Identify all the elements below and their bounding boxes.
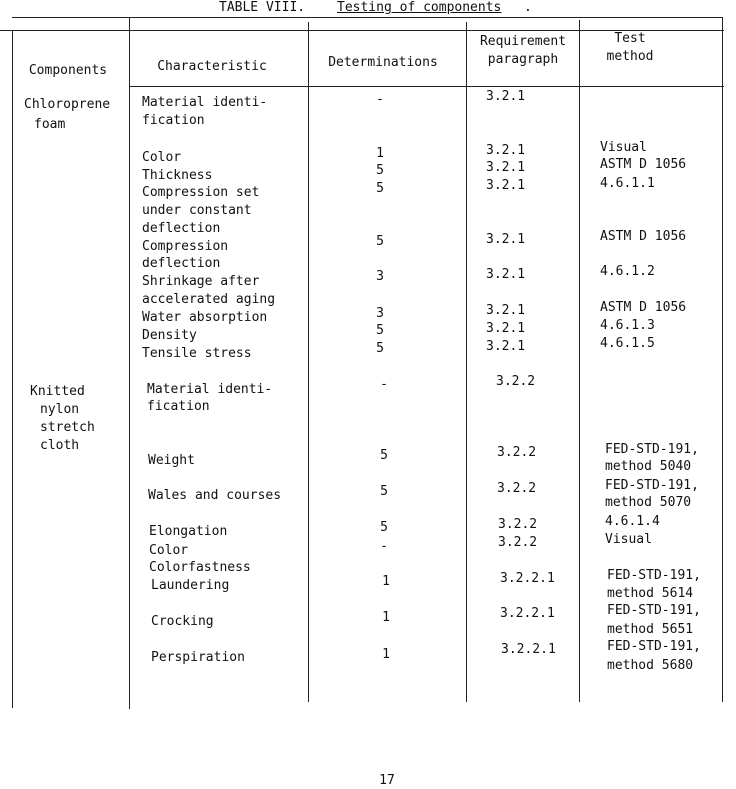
determinations-cell: 5 <box>376 234 384 249</box>
test-method-cell: FED-STD-191, <box>605 478 699 493</box>
requirement-cell: 3.2.1 <box>486 232 526 247</box>
col-divider-2 <box>129 17 130 709</box>
component-name: nylon <box>40 402 80 417</box>
characteristic-cell: Shrinkage after <box>142 274 260 289</box>
determinations-cell: 1 <box>382 647 390 662</box>
test-method-cell: ASTM D 1056 <box>600 157 687 172</box>
test-method-cell: FED-STD-191, <box>607 603 701 618</box>
characteristic-cell: Thickness <box>142 168 213 183</box>
component-name: stretch <box>40 420 95 435</box>
header-underline <box>130 86 724 87</box>
characteristic-cell: Elongation <box>149 524 228 539</box>
characteristic-cell: Laundering <box>151 578 230 593</box>
header-determinations: Determinations <box>328 55 438 70</box>
requirement-cell: 3.2.2.1 <box>500 606 555 621</box>
header-test-line2: method <box>606 49 654 64</box>
determinations-cell: - <box>376 92 384 107</box>
header-characteristic: Characteristic <box>157 59 267 74</box>
requirement-cell: 3.2.1 <box>486 178 526 193</box>
determinations-cell: - <box>380 539 388 554</box>
determinations-cell: 5 <box>380 448 388 463</box>
header-components: Components <box>28 63 108 78</box>
col-divider-4 <box>466 22 467 702</box>
component-name: foam <box>34 117 66 132</box>
requirement-cell: 3.2.2.1 <box>500 571 555 586</box>
requirement-cell: 3.2.1 <box>486 303 526 318</box>
table-caption: Testing of components <box>337 0 502 15</box>
requirement-cell: 3.2.2 <box>496 374 536 389</box>
determinations-cell: 1 <box>382 574 390 589</box>
requirement-cell: 3.2.1 <box>486 321 526 336</box>
requirement-cell: 3.2.1 <box>486 143 526 158</box>
test-method-cell: Visual <box>600 140 647 155</box>
test-method-cell: 4.6.1.5 <box>600 336 655 351</box>
test-method-cell: FED-STD-191, <box>607 568 701 583</box>
requirement-cell: 3.2.2 <box>498 535 538 550</box>
determinations-cell: - <box>380 377 388 392</box>
characteristic-cell: Compression <box>142 239 229 254</box>
determinations-cell: 1 <box>382 610 390 625</box>
determinations-cell: 1 <box>376 146 384 161</box>
characteristic-cell: Material identi- <box>147 382 273 397</box>
test-method-cell: method 5680 <box>607 658 694 673</box>
determinations-cell: 3 <box>376 306 384 321</box>
characteristic-cell: Material identi- <box>142 95 268 110</box>
characteristic-cell: Crocking <box>151 614 214 629</box>
test-method-cell: 4.6.1.1 <box>600 176 655 191</box>
requirement-cell: 3.2.1 <box>486 160 526 175</box>
header-test-line1: Test <box>614 31 646 46</box>
determinations-cell: 3 <box>376 269 384 284</box>
requirement-cell: 3.2.1 <box>486 89 526 104</box>
characteristic-cell: Color <box>142 150 182 165</box>
characteristic-cell: fication <box>142 113 205 128</box>
characteristic-cell: deflection <box>142 256 221 271</box>
characteristic-cell: under constant <box>142 203 252 218</box>
characteristic-cell: Wales and courses <box>148 488 282 503</box>
test-method-cell: 4.6.1.4 <box>605 514 660 529</box>
col-divider-6 <box>722 17 723 702</box>
determinations-cell: 5 <box>376 181 384 196</box>
col-divider-3 <box>308 22 309 702</box>
test-method-cell: ASTM D 1056 <box>600 300 687 315</box>
test-method-cell: method 5070 <box>605 495 692 510</box>
col-divider-5 <box>579 20 580 702</box>
determinations-cell: 5 <box>380 520 388 535</box>
characteristic-cell: Color <box>149 543 189 558</box>
characteristic-cell: deflection <box>142 221 221 236</box>
test-method-cell: ASTM D 1056 <box>600 229 687 244</box>
test-method-cell: method 5040 <box>605 459 692 474</box>
characteristic-cell: Weight <box>148 453 195 468</box>
test-method-cell: 4.6.1.3 <box>600 318 655 333</box>
col-divider-1 <box>12 30 13 708</box>
characteristic-cell: Colorfastness <box>149 560 251 575</box>
characteristic-cell: Density <box>142 328 197 343</box>
test-method-cell: 4.6.1.2 <box>600 264 655 279</box>
test-method-cell: method 5614 <box>607 586 694 601</box>
header-requirement-line1: Requirement <box>479 34 567 49</box>
characteristic-cell: Tensile stress <box>142 346 252 361</box>
header-requirement-line2: paragraph <box>487 52 559 67</box>
requirement-cell: 3.2.2 <box>498 517 538 532</box>
determinations-cell: 5 <box>380 484 388 499</box>
test-method-cell: FED-STD-191, <box>605 442 699 457</box>
table-caption-period: . <box>524 0 532 15</box>
test-method-cell: method 5651 <box>607 622 694 637</box>
determinations-cell: 5 <box>376 341 384 356</box>
determinations-cell: 5 <box>376 163 384 178</box>
component-name: cloth <box>40 438 80 453</box>
requirement-cell: 3.2.1 <box>486 267 526 282</box>
test-method-cell: FED-STD-191, <box>607 639 701 654</box>
test-method-cell: Visual <box>605 532 652 547</box>
page-number: 17 <box>379 773 395 788</box>
characteristic-cell: accelerated aging <box>142 292 276 307</box>
characteristic-cell: fication <box>147 399 210 414</box>
determinations-cell: 5 <box>376 323 384 338</box>
table-top-rule <box>12 17 722 18</box>
table-label: TABLE VIII. <box>219 0 306 15</box>
requirement-cell: 3.2.2 <box>497 445 537 460</box>
requirement-cell: 3.2.1 <box>486 339 526 354</box>
characteristic-cell: Perspiration <box>151 650 245 665</box>
characteristic-cell: Water absorption <box>142 310 268 325</box>
characteristic-cell: Compression set <box>142 185 260 200</box>
requirement-cell: 3.2.2 <box>497 481 537 496</box>
component-name: Knitted <box>30 384 85 399</box>
requirement-cell: 3.2.2.1 <box>501 642 556 657</box>
component-name: Chloroprene <box>24 97 111 112</box>
